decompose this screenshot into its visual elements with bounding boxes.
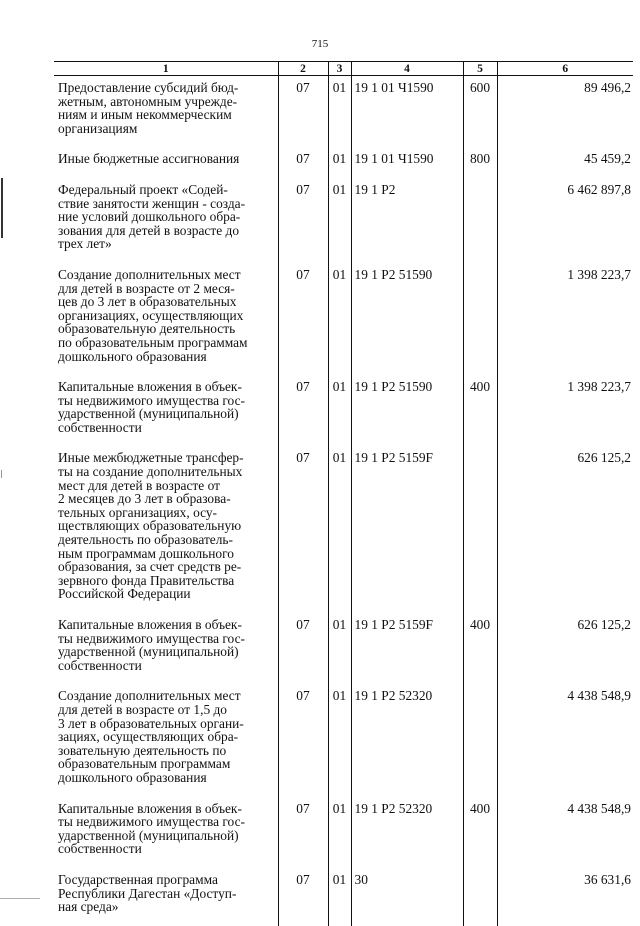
row-name-line: ниям и иным некоммерческим (58, 107, 232, 123)
target-article-cell: 19 1 Р2 5159F (351, 446, 463, 613)
row-name-line: ты недвижимого имущества гос- (58, 630, 245, 646)
table-row (54, 375, 633, 446)
target-article-cell: 19 1 Р2 5159F (351, 613, 463, 684)
target-article-cell: 30 (351, 868, 463, 926)
row-name-line: ным программам дошкольного (58, 545, 234, 561)
row-name-line: Капитальные вложения в объек- (58, 800, 242, 816)
target-article-cell: 19 1 01 Ч1590 (351, 147, 463, 178)
subsection-code-cell: 01 (328, 868, 351, 926)
section-code-cell: 07 (278, 868, 328, 926)
section-code-cell: 07 (278, 147, 328, 178)
page-number: 715 (311, 38, 329, 50)
subsection-code-cell: 01 (328, 613, 351, 684)
row-name-line: Создание дополнительных мест (58, 266, 241, 282)
expense-type-cell: 400 (463, 797, 497, 868)
column-header-4: 4 (351, 62, 463, 76)
table-body (54, 76, 633, 926)
amount-cell: 6 462 897,8 (497, 178, 633, 263)
amount-cell: 45 459,2 (497, 147, 633, 178)
amount-cell: 1 398 223,7 (497, 375, 633, 446)
expense-type-cell: 800 (463, 147, 497, 178)
row-name-cell (54, 375, 278, 446)
row-name-line: ние условий дошкольного обра- (58, 209, 241, 225)
row-name-line: ты на создание дополнительных (58, 464, 243, 480)
amount-cell: 4 438 548,9 (497, 684, 633, 796)
row-name-line: дошкольного образования (58, 348, 207, 364)
table-row (54, 613, 633, 684)
row-name-line: жетным, автономным учрежде- (58, 93, 238, 109)
section-code-cell: 07 (278, 446, 328, 613)
row-name-line: Капитальные вложения в объек- (58, 379, 242, 395)
table-row (54, 76, 633, 148)
row-name-line: цев до 3 лет в образовательных (58, 294, 237, 310)
row-name-line: трех лет» (58, 236, 112, 252)
section-code-cell: 07 (278, 178, 328, 263)
row-name-line: для детей в возрасте от 1,5 до (58, 701, 227, 717)
table-row (54, 147, 633, 178)
row-name-line: 2 месяцев до 3 лет в образова- (58, 491, 231, 507)
amount-cell: 89 496,2 (497, 76, 633, 148)
amount-cell: 4 438 548,9 (497, 797, 633, 868)
target-article-cell: 19 1 Р2 52320 (351, 797, 463, 868)
scan-edge-mark (1, 470, 2, 478)
row-name-line: собственности (58, 841, 142, 857)
expense-type-cell: 400 (463, 613, 497, 684)
target-article-cell: 19 1 01 Ч1590 (351, 76, 463, 148)
row-name-cell (54, 446, 278, 613)
row-name-cell (54, 147, 278, 178)
section-code-cell: 07 (278, 263, 328, 375)
row-name-cell (54, 797, 278, 868)
row-name-line: зервного фонда Правительства (58, 572, 235, 588)
row-name-line: для детей в возрасте от 2 меся- (58, 280, 235, 296)
row-name-line: Капитальные вложения в объек- (58, 617, 242, 632)
row-name-line: деятельность по образователь- (58, 532, 233, 548)
amount-cell: 626 125,2 (497, 613, 633, 684)
scan-edge-mark (0, 898, 40, 899)
expense-type-cell (463, 446, 497, 613)
row-name-line: дошкольного образования (58, 769, 207, 785)
column-header-3: 3 (328, 62, 351, 76)
expense-type-cell (463, 868, 497, 926)
table-header-row (54, 62, 633, 76)
section-code-cell: 07 (278, 375, 328, 446)
row-name-line: ударственной (муниципальной) (58, 827, 239, 843)
table-row (54, 446, 633, 613)
column-header-2: 2 (278, 62, 328, 76)
subsection-code-cell: 01 (328, 76, 351, 148)
subsection-code-cell: 01 (328, 684, 351, 796)
row-name-line: организациях, осуществляющих (58, 307, 244, 323)
row-name-line: Предоставление субсидий бюд- (58, 80, 239, 95)
scan-edge-mark (1, 178, 3, 238)
table-row (54, 868, 633, 926)
table-row (54, 797, 633, 868)
amount-cell: 626 125,2 (497, 446, 633, 613)
row-name-line: ществляющих образовательную (58, 518, 242, 534)
row-name-cell (54, 868, 278, 926)
row-name-cell (54, 684, 278, 796)
column-header-5: 5 (463, 62, 497, 76)
subsection-code-cell: 01 (328, 446, 351, 613)
expense-type-cell (463, 684, 497, 796)
row-name-line: ствие занятости женщин - созда- (58, 195, 246, 211)
row-name-line: образования, за счет средств ре- (58, 559, 242, 575)
column-header-6: 6 (497, 62, 633, 76)
table-row (54, 263, 633, 375)
row-name-line: организациям (58, 120, 138, 136)
row-name-line: собственности (58, 419, 142, 435)
row-name-line: Создание дополнительных мест (58, 688, 241, 704)
row-name-cell (54, 76, 278, 148)
amount-cell: 1 398 223,7 (497, 263, 633, 375)
subsection-code-cell: 01 (328, 797, 351, 868)
row-name-cell (54, 263, 278, 375)
row-name-line: образовательную деятельность (58, 321, 236, 337)
subsection-code-cell: 01 (328, 178, 351, 263)
column-header-1: 1 (54, 62, 278, 76)
row-name-line: зациях, осуществляющих обра- (58, 729, 239, 745)
expense-type-cell (463, 178, 497, 263)
budget-table (54, 61, 633, 926)
target-article-cell: 19 1 Р2 51590 (351, 263, 463, 375)
expense-type-cell: 400 (463, 375, 497, 446)
row-name-line: мест для детей в возрасте от (58, 477, 220, 493)
section-code-cell: 07 (278, 613, 328, 684)
subsection-code-cell: 01 (328, 263, 351, 375)
section-code-cell: 07 (278, 76, 328, 148)
section-code-cell: 07 (278, 684, 328, 796)
row-name-line: ты недвижимого имущества гос- (58, 392, 245, 408)
row-name-line: ная среда» (58, 899, 119, 915)
row-name-line: ударственной (муниципальной) (58, 406, 239, 422)
row-name-cell (54, 613, 278, 684)
row-name-line: по образовательным программам (58, 334, 248, 350)
row-name-line: ты недвижимого имущества гос- (58, 814, 245, 830)
row-name-line: тельных организациях, осу- (58, 504, 218, 520)
row-name-line: Иные межбюджетные трансфер- (58, 450, 244, 466)
row-name-line: Иные бюджетные ассигнования (58, 151, 240, 167)
amount-cell: 36 631,6 (497, 868, 633, 926)
row-name-line: ударственной (муниципальной) (58, 644, 239, 660)
row-name-line: собственности (58, 657, 142, 673)
section-code-cell: 07 (278, 797, 328, 868)
target-article-cell: 19 1 Р2 (351, 178, 463, 263)
row-name-line: зования для детей в возрасте до (58, 222, 240, 238)
table-row (54, 684, 633, 796)
row-name-line: Российской Федерации (58, 586, 191, 602)
row-name-line: Федеральный проект «Содей- (58, 181, 228, 197)
table-row (54, 178, 633, 263)
subsection-code-cell: 01 (328, 375, 351, 446)
target-article-cell: 19 1 Р2 52320 (351, 684, 463, 796)
target-article-cell: 19 1 Р2 51590 (351, 375, 463, 446)
expense-type-cell (463, 263, 497, 375)
row-name-line: Государственная программа (58, 871, 218, 887)
row-name-line: Республики Дагестан «Доступ- (58, 885, 237, 901)
row-name-line: 3 лет в образовательных органи- (58, 715, 244, 731)
row-name-cell (54, 178, 278, 263)
expense-type-cell: 600 (463, 76, 497, 148)
row-name-line: зовательную деятельность по (58, 742, 227, 758)
subsection-code-cell: 01 (328, 147, 351, 178)
row-name-line: образовательным программам (58, 756, 231, 772)
